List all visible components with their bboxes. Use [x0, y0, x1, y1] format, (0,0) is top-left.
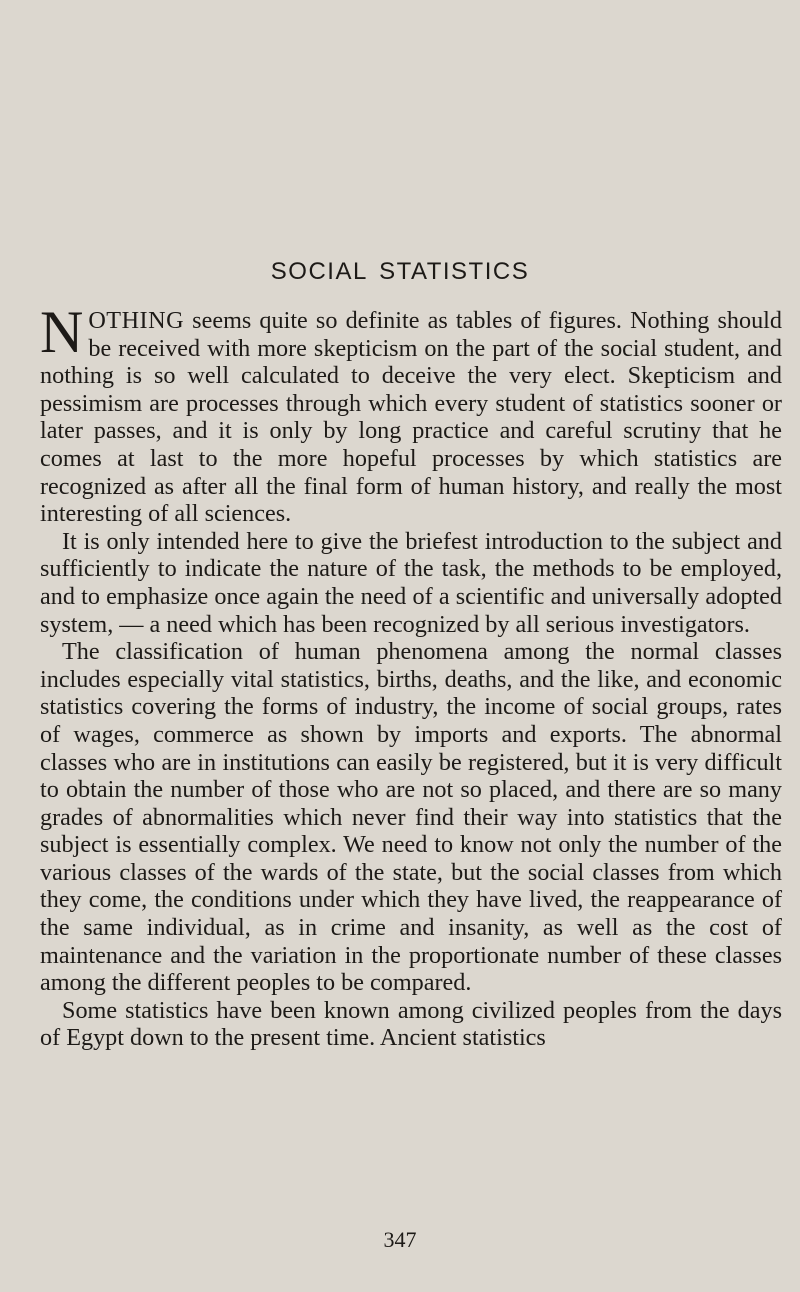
- page-number: 347: [383, 1227, 417, 1252]
- paragraph-2: It is only intended here to give the briefest introduction to the subject and sufficiently to indicate the nature of the task, the methods to be employed, and to emphasize once again the need of a scientific and universally adopted system, — a need which has been recognized by all serious investigators.: [40, 527, 782, 638]
- drop-cap: N: [40, 299, 84, 365]
- paragraph-3: The classification of human phenomena among the normal classes includes especially vital statistics, births, deaths, and the like, and economic statistics covering the forms of industry, the income of social groups, rates of wages, commerce as shown by imports and exports. The abnormal classes who are in institutions can easily be registered, but it is very difficult to obtain the number of those who are not so placed, and there are so many grades of abnormalities which never find their way into statistics that the subject is essentially complex. We need to know not only the number of the various classes of the wards of the state, but the social classes from which they come, the conditions under which they have lived, the reappearance of the same individual, as in crime and insanity, as well as the cost of maintenance and the variation in the proportionate number of these classes among the different peoples to be compared.: [40, 638, 782, 997]
- paragraph-1-text: seems quite so definite as tables of figures. Nothing should be received with more skepticism on the part of the social student, and nothing is so well calculated to deceive the very elect. Skepticism and pessimism are processes through which every student of statistics sooner or later passes, and it is only by long practice and careful scrutiny that he comes at last to the more hopeful processes by which statistics are recognized as after all the final form of human history, and really the most interesting of all sciences.: [40, 307, 782, 528]
- running-title: SOCIAL STATISTICS: [270, 258, 530, 285]
- opening-word: OTHING: [88, 307, 185, 334]
- paragraph-4: Some statistics have been known among civilized peoples from the days of Egypt down to the present time. Ancient statistics: [40, 996, 782, 1052]
- body-text: [40, 299, 782, 1052]
- paragraph-1: [40, 299, 782, 528]
